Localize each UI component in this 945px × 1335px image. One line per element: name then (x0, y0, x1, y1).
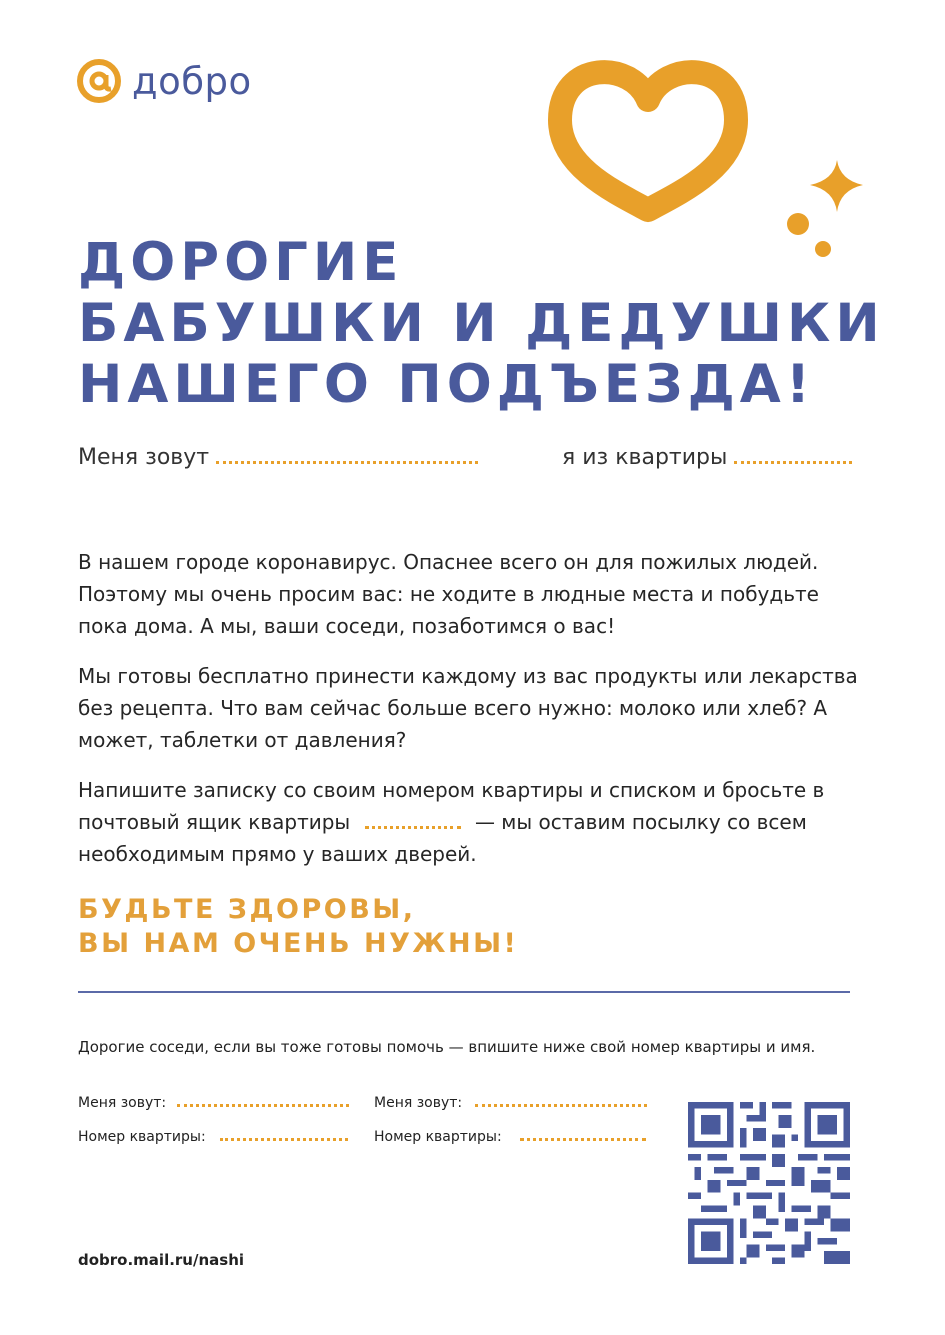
logo-text: добро (132, 59, 252, 103)
page-title (78, 232, 885, 415)
neighbors-note: Дорогие соседи, если вы тоже готовы помочь — впишите ниже свой номер квартиры и имя. (78, 1038, 816, 1056)
name-field-label: Меня зовут: (78, 1095, 167, 1111)
name-label: Меня зовут (78, 445, 210, 470)
paragraph-2: Мы готовы бесплатно принести каждому из вас продукты или лекарства без рецепта. Что вам сейчас больше всего нужно: молоко или хлеб? А может, таблетки от давления? (78, 664, 858, 752)
neighbor-1-apartment (78, 1128, 348, 1145)
heart-icon (560, 72, 736, 210)
name-field-blank (475, 1094, 647, 1107)
intro-apartment (562, 445, 852, 470)
title-line: НАШЕГО ПОДЪЕЗДА! (78, 354, 815, 415)
name-blank (216, 451, 478, 464)
slogan-line: БУДЬТЕ ЗДОРОВЫ, (78, 894, 416, 925)
divider (78, 991, 850, 993)
neighbor-2-name (374, 1094, 647, 1111)
paragraph-3-end: — мы оставим посылку со всем необходимым прямо у ваших дверей. (78, 810, 807, 866)
paragraph-3 (78, 774, 868, 870)
at-sign-icon (76, 58, 122, 104)
apartment-field-blank (220, 1128, 348, 1141)
name-field-label: Меня зовут: (374, 1095, 463, 1111)
apartment-field-label: Номер квартиры: (374, 1129, 502, 1145)
qr-code (688, 1102, 850, 1264)
brand-logo (76, 58, 252, 104)
title-line: БАБУШКИ И ДЕДУШКИ (78, 293, 885, 354)
apartment-label: я из квартиры (562, 445, 728, 470)
apartment-field-blank (520, 1128, 646, 1141)
intro-name (78, 445, 478, 470)
apartment-blank (734, 451, 852, 464)
mailbox-blank (365, 816, 461, 829)
paragraph-1: В нашем городе коронавирус. Опаснее всего он для пожилых людей. Поэтому мы очень просим вас: не ходите в людные места и побудьте пока дома. А мы, ваши соседи, позаботимся о вас! (78, 550, 819, 638)
neighbor-2-apartment (374, 1128, 646, 1145)
name-field-blank (177, 1094, 349, 1107)
sparkle-icon (810, 160, 863, 212)
title-line: ДОРОГИЕ (78, 232, 404, 293)
slogan-line: ВЫ НАМ ОЧЕНЬ НУЖНЫ! (78, 928, 519, 959)
neighbor-1-name (78, 1094, 349, 1111)
apartment-field-label: Номер квартиры: (78, 1129, 206, 1145)
footer-url[interactable]: dobro.mail.ru/nashi (78, 1251, 245, 1269)
paragraph-3-start: Напишите записку со своим номером квартиры и списком и бросьте в почтовый ящик квартиры (78, 778, 825, 834)
slogan (78, 893, 518, 961)
